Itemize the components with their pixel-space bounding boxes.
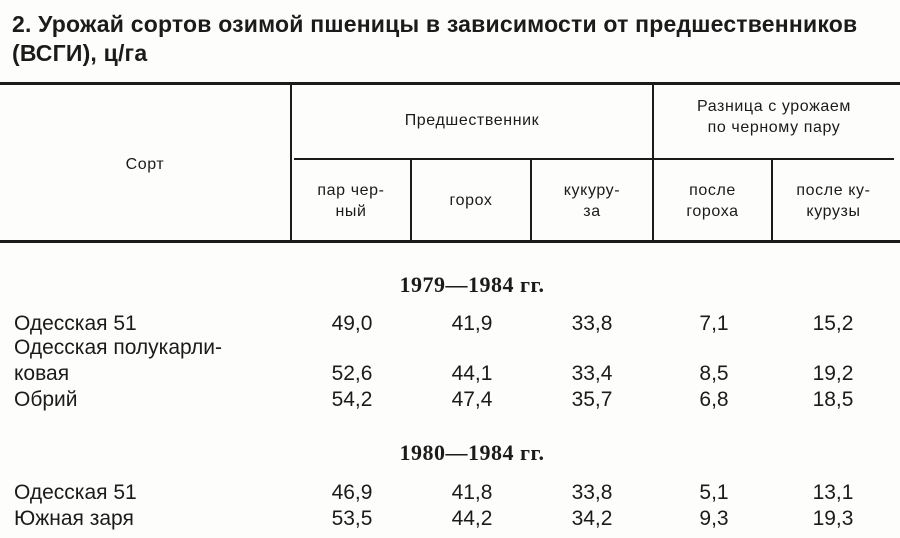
- value-peas: 44,1: [451, 362, 493, 385]
- header-after-peas-line1: после: [689, 182, 736, 199]
- period-heading: 1979—1984 гг.: [399, 272, 545, 297]
- value-fallow: 52,6: [331, 362, 373, 385]
- top-rule: [0, 82, 900, 85]
- variety-name: Одесская 51: [14, 312, 137, 335]
- value-peas: 47,4: [451, 388, 493, 411]
- value-diff-peas: 7,1: [699, 312, 729, 335]
- value-fallow: 53,5: [331, 507, 373, 530]
- value-fallow: 46,9: [331, 481, 373, 504]
- header-corn-line1: кукуру-: [563, 182, 621, 199]
- table-row: [0, 311, 900, 337]
- variety-name: [14, 335, 222, 387]
- header-after-peas: [654, 180, 771, 222]
- value-corn: 33,8: [571, 312, 613, 335]
- value-peas: 41,8: [451, 481, 493, 504]
- header-fallow-line2: ный: [335, 203, 367, 220]
- header-difference-line2: по черному пару: [707, 119, 841, 136]
- header-after-corn-line2: курузы: [806, 203, 861, 220]
- variety-name-line1: Одесская полукарли-: [14, 336, 222, 359]
- value-fallow: 49,0: [331, 312, 373, 335]
- header-peas: горох: [449, 192, 493, 209]
- value-corn: 35,7: [571, 388, 613, 411]
- value-diff-corn: 18,5: [812, 388, 854, 411]
- table-title: [12, 10, 892, 68]
- value-diff-peas: 8,5: [699, 362, 729, 385]
- value-fallow: 54,2: [331, 388, 373, 411]
- table-row: [0, 480, 900, 506]
- variety-name: Южная заря: [14, 507, 134, 530]
- subheader-rule: [294, 158, 894, 160]
- header-after-peas-line2: гороха: [686, 203, 739, 220]
- header-fallow-line1: пар чер-: [317, 182, 385, 199]
- value-peas: 44,2: [451, 507, 493, 530]
- header-after-corn: [773, 180, 894, 222]
- value-diff-corn: 19,2: [812, 362, 854, 385]
- header-corn-line2: за: [583, 203, 601, 220]
- header-difference-line1: Разница с урожаем: [696, 98, 852, 115]
- value-peas: 41,9: [451, 312, 493, 335]
- value-diff-corn: 13,1: [812, 481, 854, 504]
- value-diff-corn: 19,3: [812, 507, 854, 530]
- header-fallow: [292, 180, 410, 222]
- table-title-line1: 2. Урожай сортов озимой пшеницы в зависимости от предшественников: [12, 11, 858, 37]
- table-row: [0, 336, 900, 387]
- header-after-corn-line1: после ку-: [796, 182, 871, 199]
- value-corn: 34,2: [571, 507, 613, 530]
- value-diff-peas: 5,1: [699, 481, 729, 504]
- table-row: [0, 506, 900, 532]
- variety-name: Обрий: [14, 388, 78, 411]
- table-title-line2: (ВСГИ), ц/га: [12, 40, 148, 66]
- period-heading: 1980—1984 гг.: [399, 440, 545, 465]
- value-diff-peas: 9,3: [699, 507, 729, 530]
- header-predecessor: Предшественник: [404, 112, 540, 129]
- header-bottom-rule: [0, 240, 900, 243]
- value-diff-corn: 15,2: [812, 312, 854, 335]
- value-diff-peas: 6,8: [699, 388, 729, 411]
- header-difference: [654, 96, 894, 138]
- variety-name: Одесская 51: [14, 481, 137, 504]
- value-corn: 33,4: [571, 362, 613, 385]
- header-sort: Сорт: [125, 156, 165, 173]
- table-row: [0, 387, 900, 413]
- value-corn: 33,8: [571, 481, 613, 504]
- variety-name-line2: ковая: [14, 362, 70, 385]
- header-corn: [532, 180, 652, 222]
